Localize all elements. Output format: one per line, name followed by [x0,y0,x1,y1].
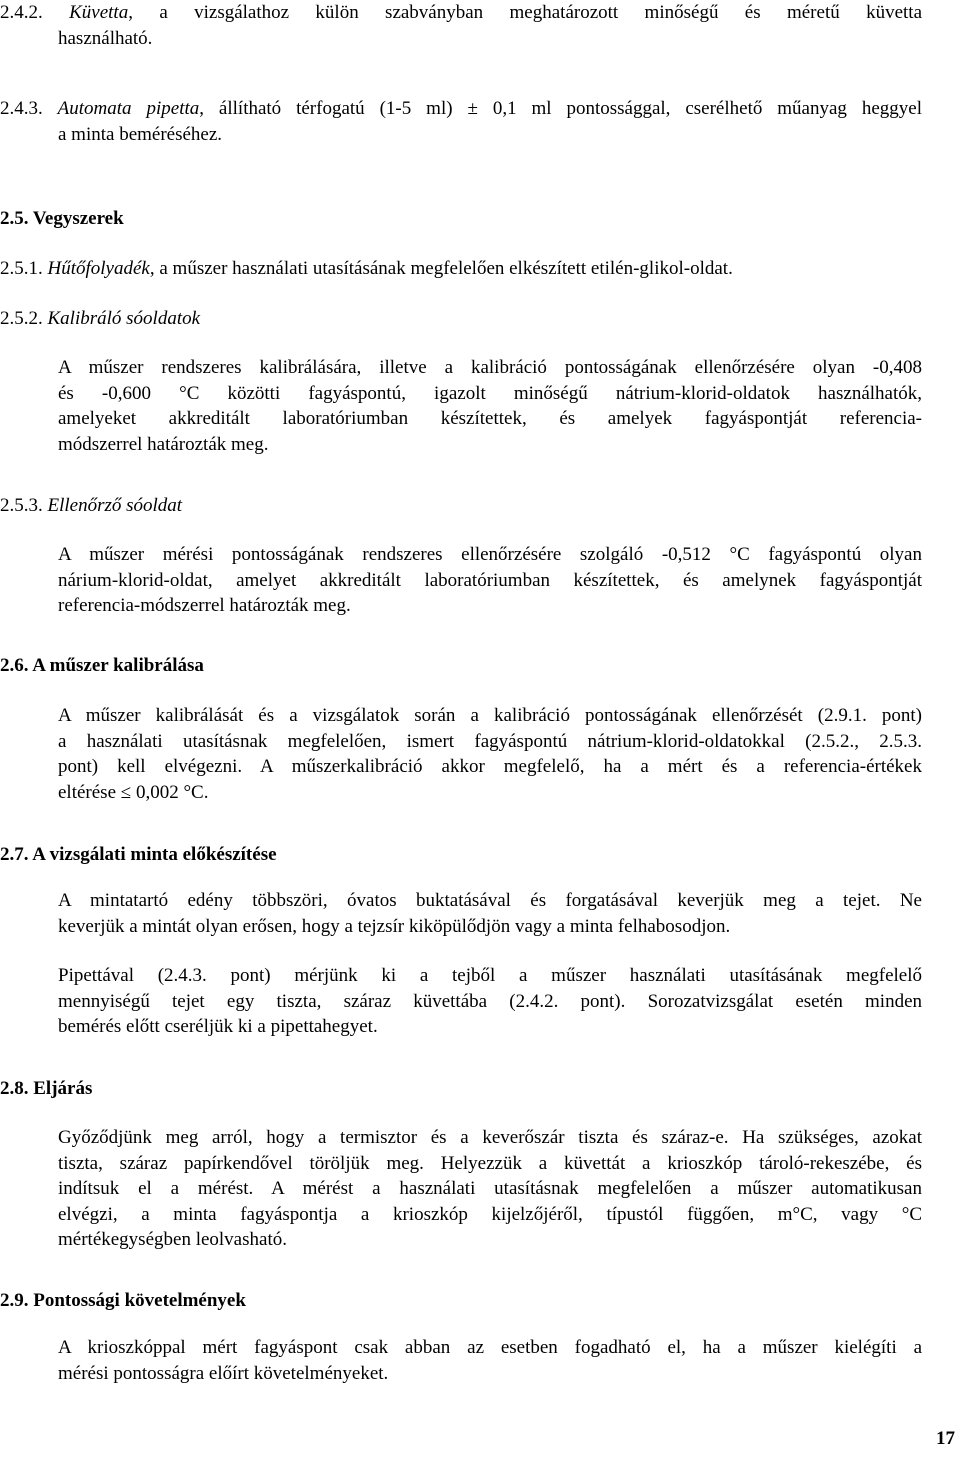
section-2-5-3-number: 2.5.3. [0,495,43,516]
section-2-4-2-text: , a vizsgálathoz külön szabványban meghatározott minőségű és méretű küvetta [128,2,922,23]
section-2-5-2-line-4: módszerrel határozták meg. [58,433,269,455]
section-2-5-2-paragraph [58,355,922,457]
section-2-5-3-line-3: referencia-módszerrel határozták meg. [58,595,351,616]
section-2-5-1-text: , a műszer használati utasításának megfelelően elkészített etilén-glikol-oldat. [149,258,733,279]
section-2-5-2-line-1: A műszer rendszeres kalibrálására, illetve a kalibráció pontosságának ellenőrzésére olyan -0,408 [58,357,922,378]
section-2-4-2-line-1 [0,0,922,26]
section-2-8-line-3: indítsuk el a mérést. A mérést a használati utasításnak megfelelően a műszer automatikusan [58,1178,922,1199]
section-2-8-line-5: mértékegységben leolvasható. [58,1229,287,1250]
section-2-9-line-1: A krioszkóppal mért fagyáspont csak abban az esetben fogadható el, ha a műszer kielégíti a [58,1337,922,1358]
section-2-6-line-3: pont) kell elvégezni. A műszerkalibráció akkor megfelelő, ha a mért és a referencia-értékek [58,756,922,777]
section-2-5-3-title-line [0,493,182,519]
section-2-7-paragraph-2 [58,963,922,1040]
section-2-4-3-line-2: a minta beméréséhez. [58,123,223,145]
section-2-5-3-line-1: A műszer mérési pontosságának rendszeres ellenőrzésére szolgáló -0,512 °C fagyáspontú olyan [58,544,922,565]
section-2-6-line-1: A műszer kalibrálását és a vizsgálatok során a kalibráció pontosságának ellenőrzését (2.9.1. pont) [58,705,922,726]
section-2-5-2-line-3: amelyeket akkreditált laboratóriumban készítettek, és amelyek fagyáspontját referencia- [58,408,922,429]
section-2-5-2-line-2: és -0,600 °C közötti fagyáspontú, igazolt minőségű nátrium-klorid-oldatok használhatók, [58,382,922,404]
section-2-4-3-line-1 [0,96,922,122]
section-2-7-p2-line-2: mennyiségű tejet egy tiszta, száraz küvettába (2.4.2. pont). Sorozatvizsgálat esetén minden [58,990,922,1012]
section-2-8-line-4: elvégzi, a minta fagyáspontja a krioszkóp kijelzőjéről, típustól függően, m°C, vagy °C [58,1203,922,1225]
section-2-8-line-1: Győződjünk meg arról, hogy a termisztor és a keverőszár tiszta és száraz-e. Ha szükséges, azokat [58,1127,922,1148]
section-2-5-1 [0,256,733,282]
section-2-5-2-title-line [0,306,200,332]
section-2-4-2-number: 2.4.2. [0,2,43,23]
section-2-5-2-number: 2.5.2. [0,308,43,329]
section-2-4-3-title: Automata pipetta [57,98,200,119]
section-2-6-paragraph [58,703,922,805]
section-2-6-line-2: a használati utasításnak megfelelően, ismert fagyáspontú nátrium-klorid-oldatokkal (2.5.2., 2.5.3. [58,730,922,752]
page-number: 17 [936,1428,955,1449]
section-2-4-2-line-2: használható. [58,27,153,49]
section-2-7-p2-line-3: bemérés előtt cseréljük ki a pipettahegyet. [58,1016,378,1037]
section-2-8-paragraph [58,1125,922,1253]
section-2-4-3-number: 2.4.3. [0,98,43,119]
section-2-5-2-title: Kalibráló sóoldatok [47,308,201,329]
section-2-4-3 [0,96,922,147]
section-2-5-1-number: 2.5.1. [0,258,43,279]
section-2-4-2-title: Küvetta [69,2,129,23]
section-2-4-2 [0,0,922,51]
section-2-7-paragraph-1 [58,888,922,939]
section-2-9-paragraph [58,1335,922,1386]
heading-2-6: 2.6. A műszer kalibrálása [0,655,204,676]
section-2-9-line-2: mérési pontosságra előírt követelményeket. [58,1362,389,1384]
section-2-5-3-paragraph [58,542,922,619]
section-2-4-3-text: , állítható térfogatú (1-5 ml) ± 0,1 ml pontossággal, cserélhető műanyag heggyel [199,98,922,119]
section-2-5-3-title: Ellenőrző sóoldat [47,495,183,516]
heading-2-8: 2.8. Eljárás [0,1078,93,1099]
heading-2-9: 2.9. Pontossági követelmények [0,1290,246,1311]
section-2-7-p2-line-1: Pipettával (2.4.3. pont) mérjünk ki a tejből a műszer használati utasításának megfelelő [58,965,922,986]
section-2-7-p1-line-2: keverjük a mintát olyan erősen, hogy a tejzsír kiköpülődjön vagy a minta felhabosodjon. [58,915,731,937]
section-2-7-p1-line-1: A mintatartó edény többszöri, óvatos buktatásával és forgatásával keverjük meg a tejet. Ne [58,890,922,911]
heading-2-7: 2.7. A vizsgálati minta előkészítése [0,844,277,865]
section-2-8-line-2: tiszta, száraz papírkendővel töröljük meg. Helyezzük a küvettát a krioszkóp tároló-rekeszébe, és [58,1152,922,1174]
section-2-5-3-line-2: nárium-klorid-oldat, amelyet akkreditált laboratóriumban készítettek, és amelynek fagyáspontját [58,569,922,591]
section-2-5-1-title: Hűtőfolyadék [47,258,150,279]
section-2-6-line-4: eltérése ≤ 0,002 °C. [58,781,209,803]
heading-2-5: 2.5. Vegyszerek [0,208,124,229]
